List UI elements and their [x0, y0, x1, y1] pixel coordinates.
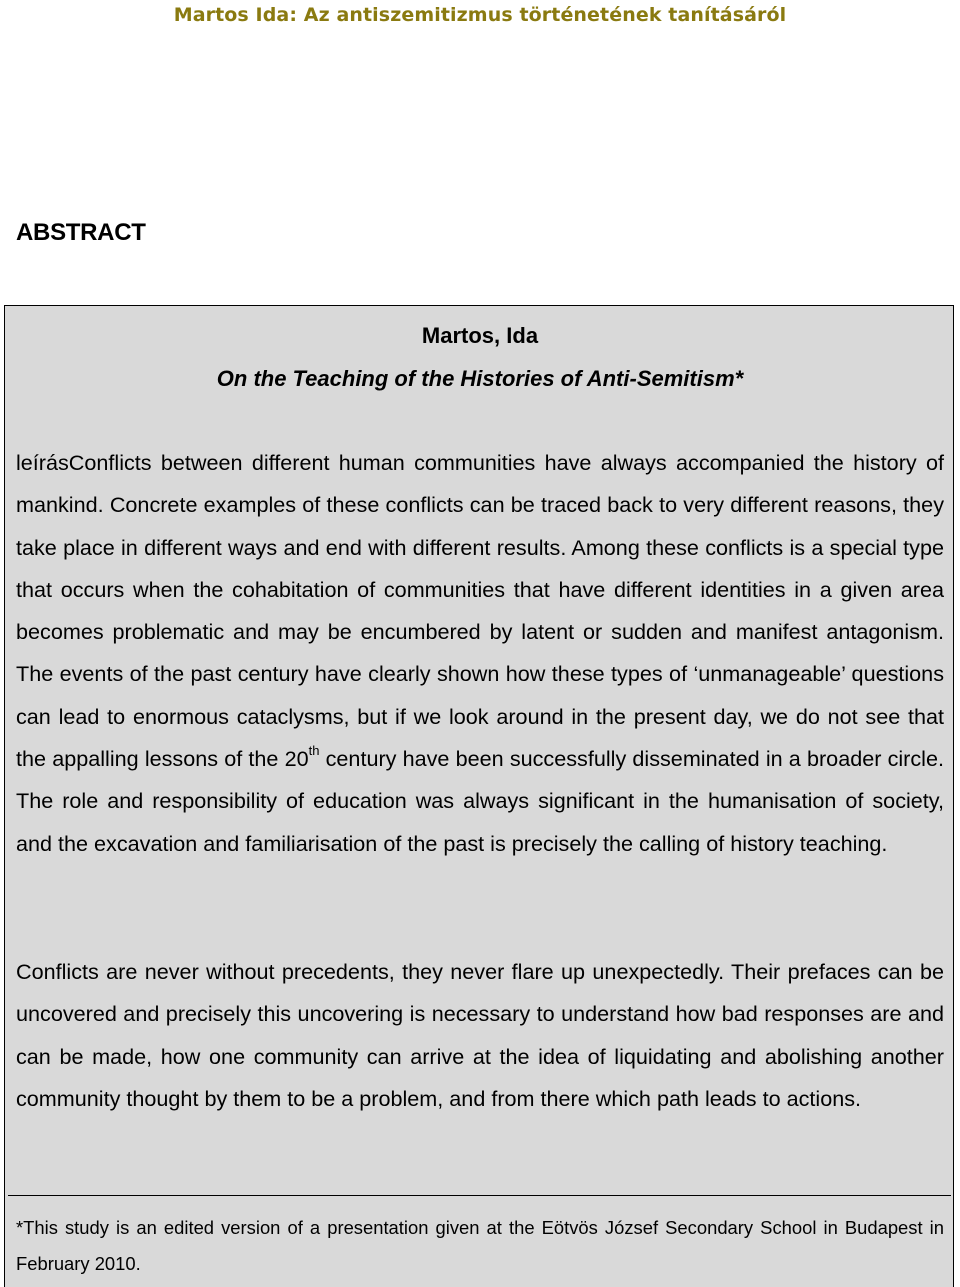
section-heading: ABSTRACT: [16, 219, 146, 246]
paper-title: On the Teaching of the Histories of Anti-Semitism*: [216, 366, 744, 391]
paragraph-1-text-a: leírásConflicts between different human communities have always accompanied the history of mankind. Concrete examples of these conflicts can be traced back to very different reasons, they take place in different ways and end with different results. Among these conflicts is a special type that occurs when the cohabitation of communities that have different identities in a given area becomes problematic and may be encumbered by latent or sudden and manifest antagonism. The events of the past century have clearly shown how these types of ‘unmanageable’ questions can lead to enormous cataclysms, but if we look around in the present day, we do not see that the appalling lessons of the 20: [16, 450, 944, 772]
author-name: Martos, Ida: [421, 323, 539, 348]
ordinal-superscript: th: [308, 743, 320, 759]
abstract-paragraph-1: [16, 442, 944, 865]
paragraph-1-text-b: century have been successfully disseminated in a broader circle. The role and responsibility of education was always significant in the humanisation of society, and the excavation and familiarisation of the past is precisely the calling of history teaching.: [16, 746, 944, 856]
abstract-paragraph-2: Conflicts are never without precedents, they never flare up unexpectedly. Their prefaces can be uncovered and precisely this uncovering is necessary to understand how bad responses are and can be made, how one community can arrive at the idea of liquidating and abolishing another community thought by them to be a problem, and from there which path leads to actions.: [16, 959, 944, 1111]
running-header: Martos Ida: Az antiszemitizmus történetének tanításáról: [173, 4, 787, 26]
footnote: *This study is an edited version of a presentation given at the Eötvös József Secondary School in Budapest in February 2010.: [16, 1217, 944, 1274]
footnote-divider: [8, 1195, 951, 1196]
